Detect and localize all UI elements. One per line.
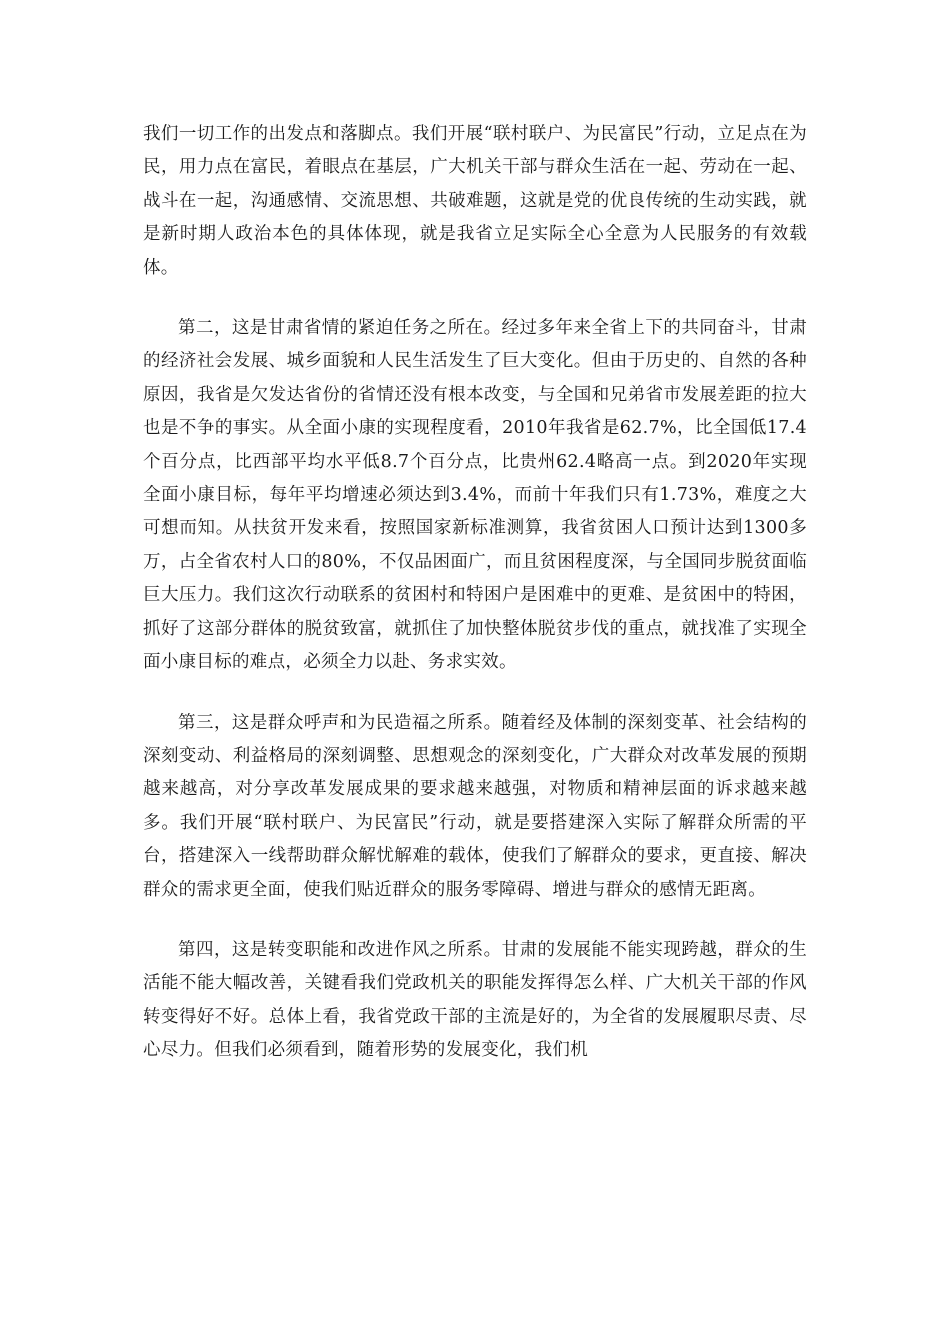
paragraph-fourth: 第四，这是转变职能和改进作风之所系。甘肃的发展能不能实现跨越，群众的生活能不能大幅改善，关键看我们党政机关的职能发挥得怎么样、广大机关干部的作风转变得好不好。总体上看，我省党政干部的主流是好的，为全省的发展履职尽责、尽心尽力。但我们必须看到，随着形势的发展变化，我们机 (143, 939, 807, 1061)
document-body (143, 118, 807, 1095)
paragraph-second: 第二，这是甘肃省情的紧迫任务之所在。经过多年来全省上下的共同奋斗，甘肃的经济社会发展、城乡面貌和人民生活发生了巨大变化。但由于历史的、自然的各种原因，我省是欠发达省份的省情还没有根本改变，与全国和兄弟省市发展差距的拉大也是不争的事实。从全面小康的实现程度看，2010年我省是62.7%，比全国低17.4个百分点，比西部平均水平低8.7个百分点，比贵州62.4略高一点。到2020年实现全面小康目标，每年平均增速必须达到3.4%，而前十年我们只有1.73%，难度之大可想而知。从扶贫开发来看，按照国家新标准测算，我省贫困人口预计达到1300多万，占全省农村人口的80%，不仅品困面广，而且贫困程度深，与全国同步脱贫面临巨大压力。我们这次行动联系的贫困村和特困户是困难中的更难、是贫困中的特困，抓好了这部分群体的脱贫致富，就抓住了加快整体脱贫步伐的重点，就找准了实现全面小康目标的难点，必须全力以赴、务求实效。 (143, 318, 807, 673)
paragraph-third: 第三，这是群众呼声和为民造福之所系。随着经及体制的深刻变革、社会结构的深刻变动、利益格局的深刻调整、思想观念的深刻变化，广大群众对改革发展的预期越来越高，对分享改革发展成果的要求越来越强，对物质和精神层面的诉求越来越多。我们开展“联村联户、为民富民”行动，就是要搭建深入实际了解群众所需的平台，搭建深入一线帮助群众解忧解难的载体，使我们了解群众的要求，更直接、解决群众的需求更全面，使我们贴近群众的服务零障碍、增进与群众的感情无距离。 (143, 712, 807, 900)
paragraph-continued: 我们一切工作的出发点和落脚点。我们开展“联村联户、为民富民”行动，立足点在为民，用力点在富民，着眼点在基层，广大机关干部与群众生活在一起、劳动在一起、战斗在一起，沟通感情、交流思想、共破难题，这就是党的优良传统的生动实践，就是新时期人政治本色的具体体现，就是我省立足实际全心全意为人民服务的有效载体。 (143, 124, 807, 278)
